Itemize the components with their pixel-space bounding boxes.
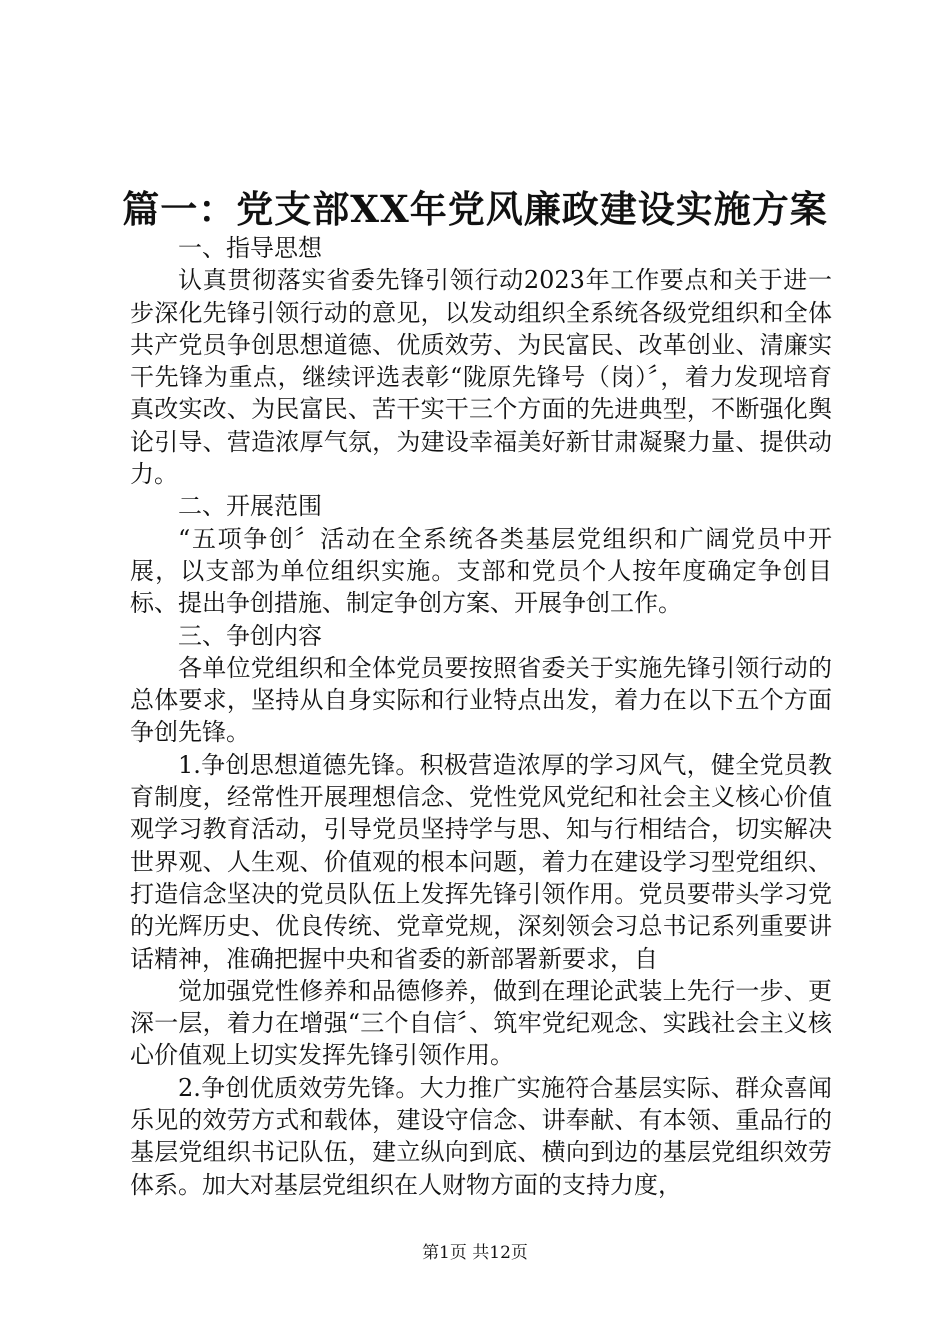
document-title: 篇一：党支部XX年党风廉政建设实施方案: [122, 187, 828, 231]
page-footer: 第1页 共12页: [422, 1243, 528, 1263]
section-heading-scope: 二、开展范围: [178, 492, 322, 521]
paragraph-item-2: 2.争创优质效劳先锋。大力推广实施符合基层实际、群众喜闻乐见的效劳方式和载体，建设守信念、讲奉献、有本领、重品行的基层党组织书记队伍，建立纵向到底、横向到边的基层党组织效劳体系。加大对基层党组织在人财物方面的支持力度，: [130, 1073, 832, 1199]
paragraph-scope: “五项争创〞活动在全系统各类基层党组织和广阔党员中开展，以支部为单位组织实施。支部和党员个人按年度确定争创目标、提出争创措施、制定争创方案、开展争创工作。: [130, 524, 832, 618]
paragraph-item-1-continued: 觉加强党性修养和品德修养，做到在理论武装上先行一步、更深一层，着力在增强“三个自信〞、筑牢党纪观念、实践社会主义核心价值观上切实发挥先锋引领作用。: [130, 976, 832, 1070]
document-body: [130, 232, 832, 1201]
paragraph-guiding-ideology: 认真贯彻落实省委先锋引领行动2023年工作要点和关于进一步深化先锋引领行动的意见，以发动组织全系统各级党组织和全体共产党员争创思想道德、优质效劳、为民富民、改革创业、清廉实干先锋为重点，继续评选表彰“陇原先锋号（岗）〞，着力发现培育真改实改、为民富民、苦干实干三个方面的先进典型，不断强化舆论引导、营造浓厚气氛，为建设幸福美好新甘肃凝聚力量、提供动力。: [130, 266, 832, 489]
paragraph-item-1: 1.争创思想道德先锋。积极营造浓厚的学习风气，健全党员教育制度，经常性开展理想信念、党性党风党纪和社会主义核心价值观学习教育活动，引导党员坚持学与思、知与行相结合，切实解决世界观、人生观、价值观的根本问题，着力在建设学习型党组织、打造信念坚决的党员队伍上发挥先锋引领作用。党员要带头学习党的光辉历史、优良传统、党章党规，深刻领会习总书记系列重要讲话精神，准确把握中央和省委的新部署新要求，自: [130, 750, 832, 973]
paragraph-content-intro: 各单位党组织和全体党员要按照省委关于实施先锋引领行动的总体要求，坚持从自身实际和行业特点出发，着力在以下五个方面争创先锋。: [130, 653, 832, 747]
section-heading-content: 三、争创内容: [178, 621, 322, 650]
section-heading-guiding-ideology: 一、指导思想: [178, 234, 322, 262]
